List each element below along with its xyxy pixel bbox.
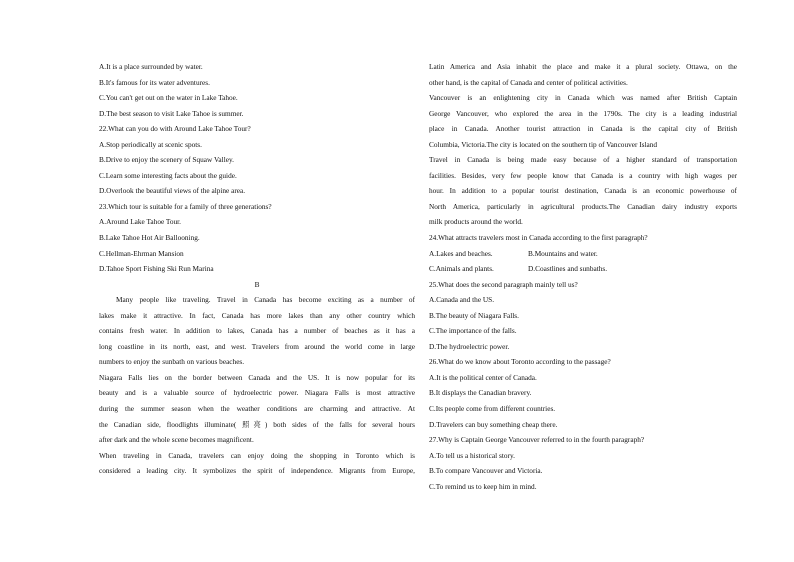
q22-option-d: D.Overlook the beautiful views of the alpine area.: [99, 186, 246, 196]
q23-question: 23.Which tour is suitable for a family of three generations?: [99, 201, 272, 211]
q27-option-b: B.To compare Vancouver and Victoria.: [429, 466, 543, 476]
passage-line: place in Canada. Another tourist attraction in Canada is the capital city of British: [429, 124, 737, 134]
q21-option-a: A.It is a place surrounded by water.: [99, 62, 203, 71]
passage-line: Niagara Falls lies on the border between Canada and the US. It is now popular for its: [99, 372, 415, 382]
q23-option-a: A.Around Lake Tahoe Tour.: [99, 217, 181, 227]
q26-option-d: D.Travelers can buy something cheap there.: [429, 419, 558, 429]
passage-line: the Canadian side, floodlights illuminate( 照亮) both sides of the falls for several hours: [99, 419, 415, 429]
passage-line: lakes make it attractive. In fact, Canada has more lakes than any other country which: [99, 310, 415, 320]
q22-option-a: A.Stop periodically at scenic spots.: [99, 139, 202, 149]
q22-option-c: C.Learn some interesting facts about the guide.: [99, 170, 237, 180]
q25-option-b: B.The beauty of Niagara Falls.: [429, 310, 519, 320]
passage-line: beauty and is a valuable source of hydroelectric power. Niagara Falls is most attractive: [99, 388, 415, 398]
q27-option-c: C.To remind us to keep him in mind.: [429, 481, 537, 491]
passage-line: North America, particularly in agricultural products.The Canadian dairy industry exports: [429, 201, 737, 211]
q24-options-row-1: [429, 246, 737, 262]
passage-line: George Vancouver, who explored the area in the 1790s. The city is a leading industrial: [429, 108, 737, 118]
q25-option-d: D.The hydroelectric power.: [429, 341, 510, 351]
passage-line: considered a leading city. It symbolizes the spirit of independence. Migrants from Europe,: [99, 466, 415, 476]
q23-option-c: C.Hellman-Ehrman Mansion: [99, 248, 184, 258]
q26-option-b: B.It displays the Canadian bravery.: [429, 388, 532, 398]
left-column: [99, 59, 415, 479]
passage-line: other hand, is the capital of Canada and center of political activities.: [429, 77, 628, 87]
passage-line: after dark and the whole scene becomes magnificent.: [99, 435, 254, 445]
q26-option-a: A.It is the political center of Canada.: [429, 372, 537, 382]
passage-line: long coastline in its north, east, and west. Travelers from around the world come in large: [99, 341, 415, 351]
section-label-b: B: [254, 279, 260, 289]
passage-line: during the summer season when the weather conditions are charming and attractive. At: [99, 404, 415, 414]
passage-line: milk products around the world.: [429, 217, 523, 227]
q21-option-b: B.It's famous for its water adventures.: [99, 77, 210, 87]
q25-question: 25.What does the second paragraph mainly tell us?: [429, 279, 578, 289]
q23-option-d: D.Tahoe Sport Fishing Ski Run Marina: [99, 264, 214, 274]
passage-line: Travel in Canada is being made easy because of a higher standard of transportation: [429, 155, 737, 165]
passage-line: facilities. Besides, very few people know that Canada is a country with high wages per: [429, 170, 737, 180]
q21-option-c: C.You can't get out on the water in Lake Tahoe.: [99, 93, 238, 103]
q22-option-b: B.Drive to enjoy the scenery of Squaw Valley.: [99, 155, 234, 165]
passage-line: Latin America and Asia inhabit the place and make it a plural society. Ottawa, on the: [429, 62, 737, 71]
q23-option-b: B.Lake Tahoe Hot Air Ballooning.: [99, 233, 200, 243]
passage-line: Columbia, Victoria.The city is located on the southern tip of Vancouver Island: [429, 139, 658, 149]
passage-line: contains fresh water. In addition to lakes, Canada has a number of beaches as it has a: [99, 326, 415, 336]
q22-question: 22.What can you do with Around Lake Tahoe Tour?: [99, 124, 251, 134]
q21-option-d: D.The best season to visit Lake Tahoe is summer.: [99, 108, 244, 118]
q24-option-a: A.Lakes and beaches.: [429, 248, 493, 258]
q24-question: 24.What attracts travelers most in Canada according to the first paragraph?: [429, 233, 648, 243]
q24-options-row-2: [429, 261, 737, 277]
q24-option-c: C.Animals and plants.: [429, 264, 494, 274]
q26-option-c: C.Its people come from different countries.: [429, 404, 556, 414]
passage-line: When traveling in Canada, travelers can enjoy doing the shopping in Toronto which is: [99, 450, 415, 460]
q27-question: 27.Why is Captain George Vancouver referred to in the fourth paragraph?: [429, 435, 645, 445]
passage-line: numbers to enjoy the sunbath on various beaches.: [99, 357, 245, 367]
passage-line: hour. In addition to a popular tourist destination, Canada is an economic powerhouse of: [429, 186, 737, 196]
q26-question: 26.What do we know about Toronto according to the passage?: [429, 357, 611, 367]
q25-option-c: C.The importance of the falls.: [429, 326, 517, 336]
passage-line: Many people like traveling. Travel in Canada has become exciting as a number of: [116, 295, 415, 305]
q25-option-a: A.Canada and the US.: [429, 295, 495, 305]
right-column: [429, 59, 737, 494]
q24-option-b: B.Mountains and water.: [528, 248, 598, 258]
passage-line: Vancouver is an enlightening city in Canada which was named after British Captain: [429, 93, 737, 103]
q24-option-d: D.Coastlines and sunbaths.: [528, 264, 608, 274]
q27-option-a: A.To tell us a historical story.: [429, 450, 515, 460]
